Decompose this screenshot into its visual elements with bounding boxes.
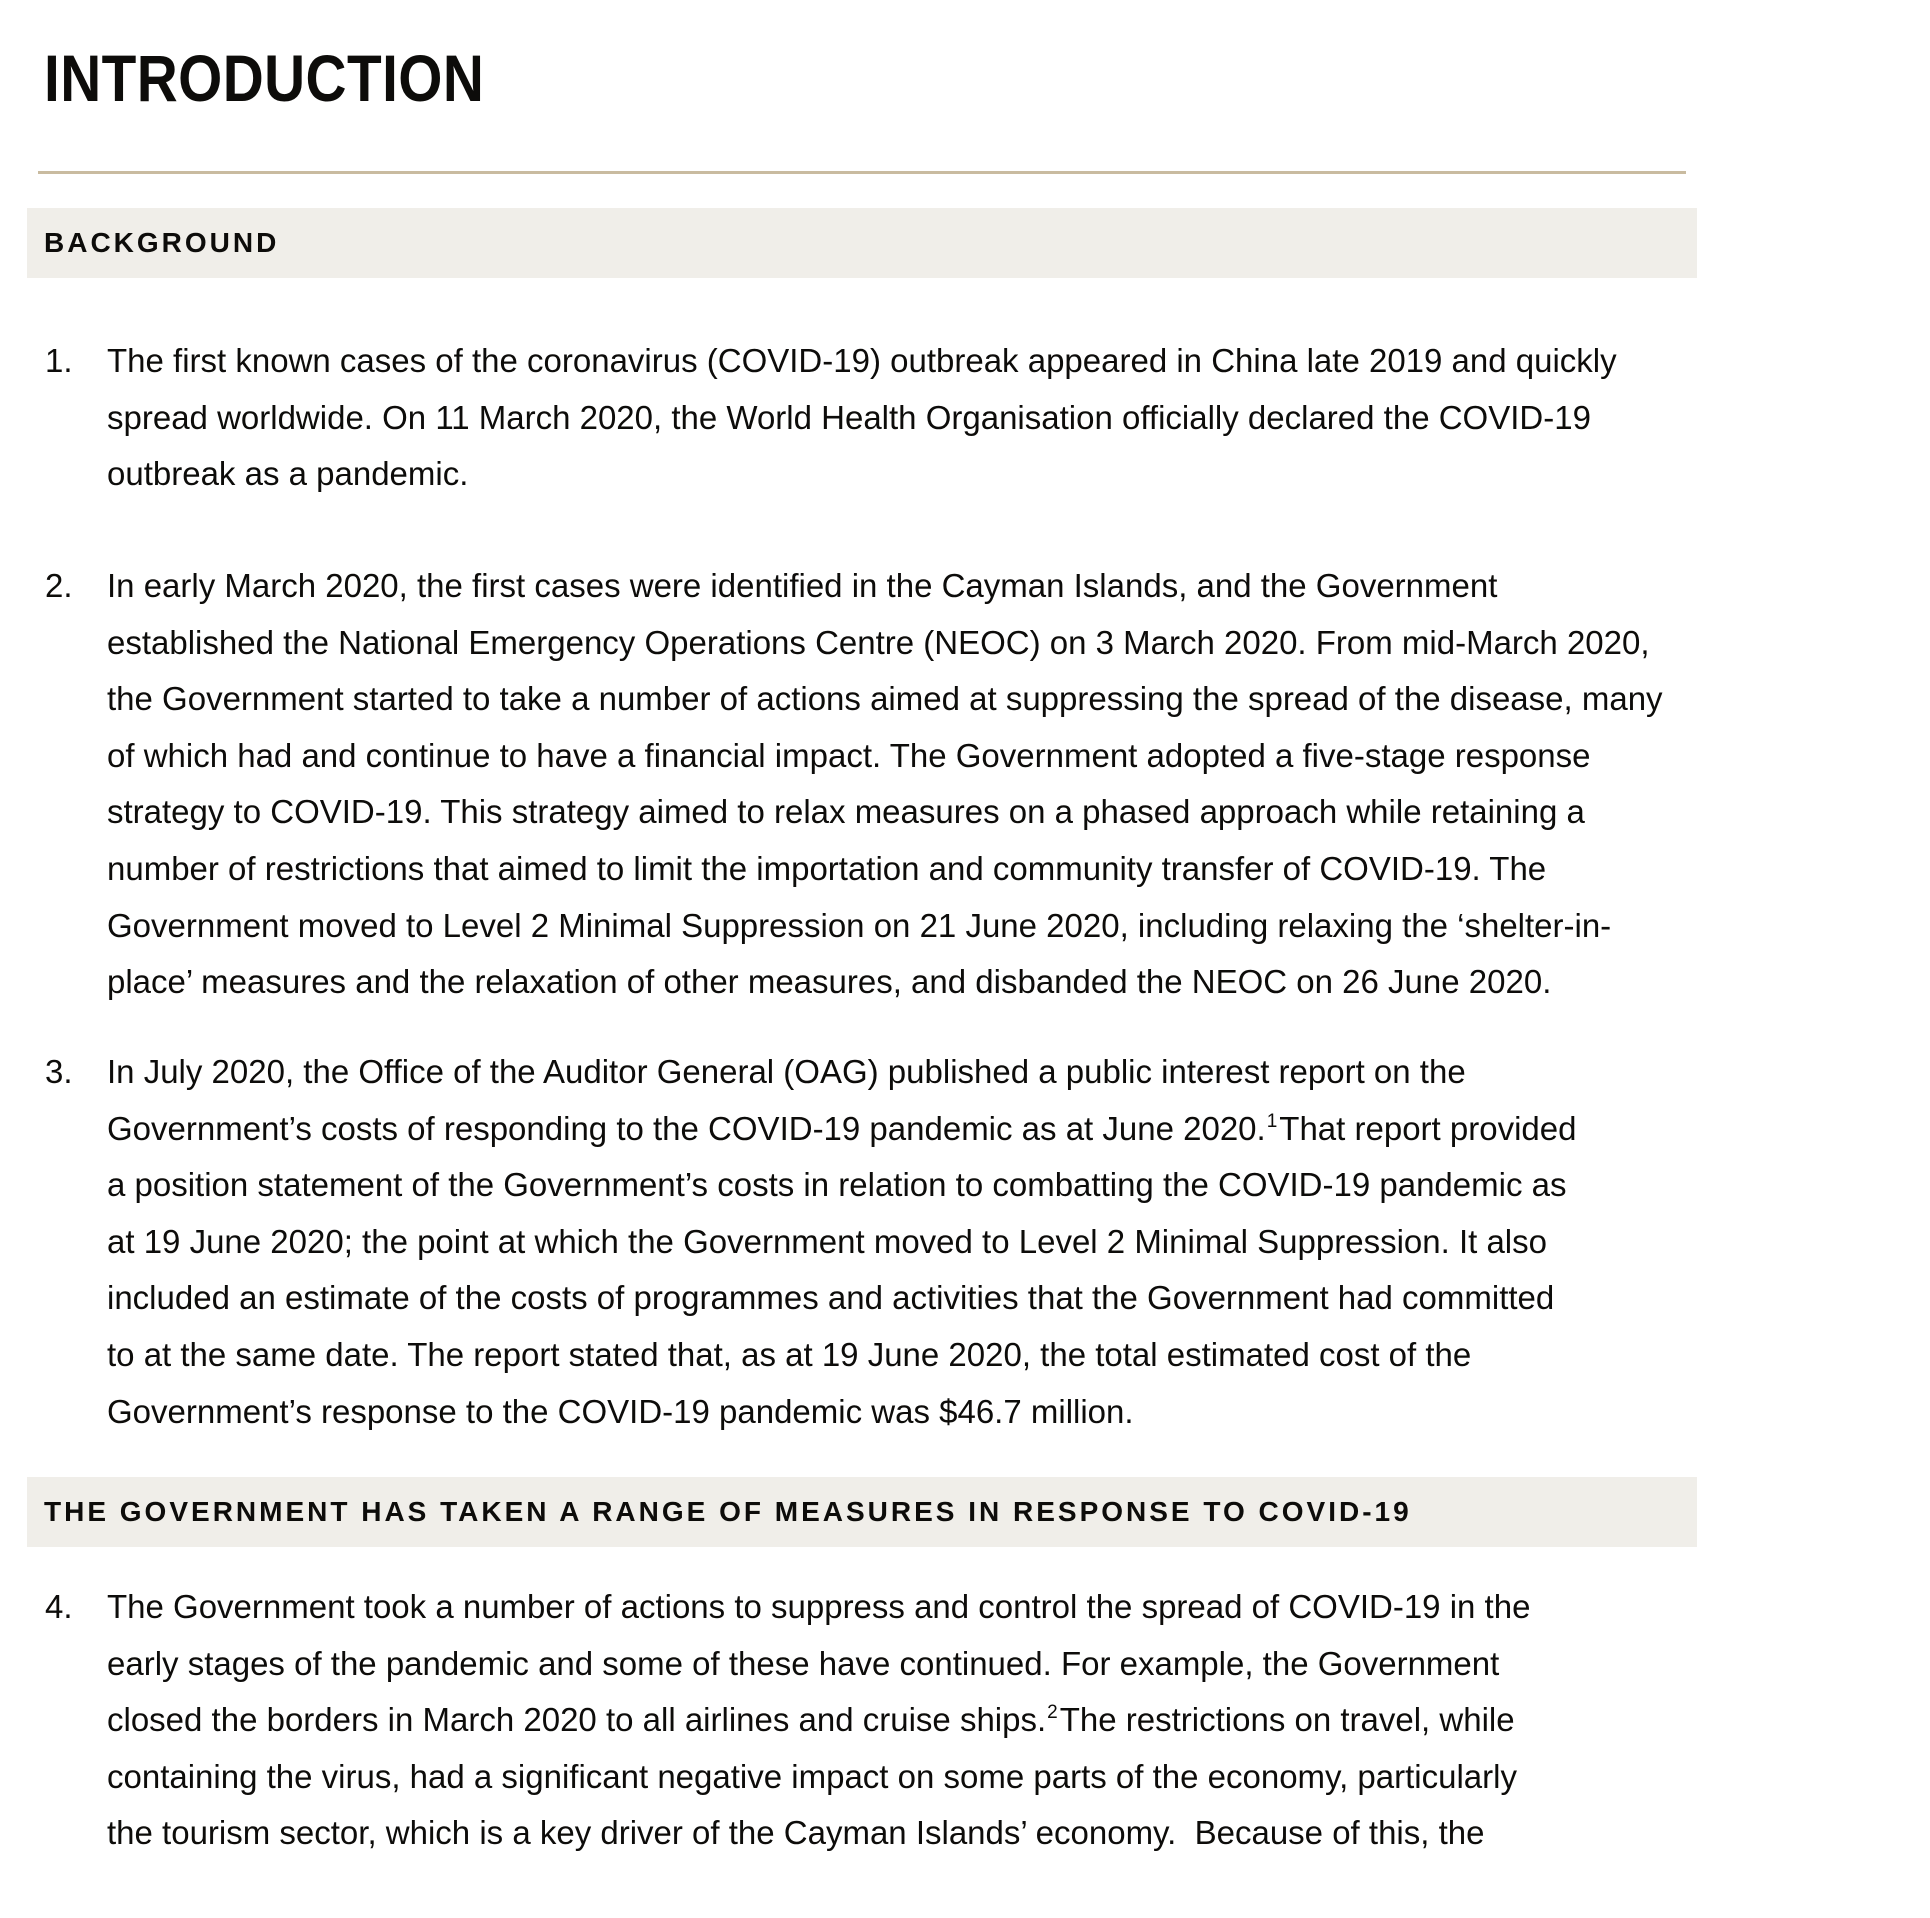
paragraph-line: In early March 2020, the first cases were identified in the Cayman Islands, and the Government: [107, 567, 1498, 604]
paragraph-line: the tourism sector, which is a key driver of the Cayman Islands’ economy. Because of this, the: [107, 1814, 1485, 1852]
line-text-after-footnote: The restrictions on travel, while: [1059, 1701, 1515, 1739]
footnote-marker-2[interactable]: 2: [1047, 1702, 1058, 1724]
line-text-after-footnote: That report provided: [1279, 1109, 1577, 1147]
paragraph-line: outbreak as a pandemic.: [107, 455, 469, 493]
section-heading-background: BACKGROUND: [44, 227, 280, 258]
paragraph-line: established the National Emergency Operations Centre (NEOC) on 3 March 2020. From mid-March 2020,: [107, 623, 1650, 661]
paragraph-line: the Government started to take a number of actions aimed at suppressing the spread of the disease, many: [107, 680, 1663, 718]
paragraph-line: included an estimate of the costs of programmes and activities that the Government had committed: [107, 1279, 1555, 1317]
paragraph-line: spread worldwide. On 11 March 2020, the World Health Organisation officially declared the COVID-19: [107, 398, 1591, 436]
paragraph-line: [107, 1692, 1530, 1749]
paragraph-line: The first known cases of the coronavirus (COVID-19) outbreak appeared in China late 2019 and quickly: [107, 342, 1617, 379]
paragraph-line: In July 2020, the Office of the Auditor General (OAG) published a public interest report on the: [107, 1053, 1466, 1090]
paragraph-body: [107, 1044, 1576, 1440]
line-text: closed the borders in March 2020 to all airlines and cruise ships.: [107, 1701, 1047, 1739]
paragraph-line: number of restrictions that aimed to limit the importation and community transfer of COVID-19. The: [107, 849, 1547, 887]
paragraph-line: Government moved to Level 2 Minimal Suppression on 21 June 2020, including relaxing the ‘shelter-in-: [107, 906, 1612, 944]
paragraph-body: [107, 558, 1663, 1011]
footnote-marker-1[interactable]: 1: [1266, 1110, 1278, 1132]
section-heading-band-background: [27, 208, 1697, 278]
paragraph-line: The Government took a number of actions to suppress and control the spread of COVID-19 in the: [107, 1588, 1531, 1625]
page-title: INTRODUCTION: [44, 41, 485, 115]
paragraph-line: to at the same date. The report stated that, as at 19 June 2020, the total estimated cost of the: [107, 1335, 1472, 1373]
line-text: Government’s costs of responding to the COVID-19 pandemic as at June 2020.: [107, 1109, 1266, 1147]
paragraph-line: early stages of the pandemic and some of these have continued. For example, the Government: [107, 1644, 1500, 1682]
paragraph-line: place’ measures and the relaxation of other measures, and disbanded the NEOC on 26 June 2020.: [107, 963, 1552, 1001]
section-heading-band-measures: [27, 1477, 1697, 1547]
paragraph-line: [107, 1101, 1576, 1158]
paragraph-line: strategy to COVID-19. This strategy aimed to relax measures on a phased approach while retaining a: [107, 793, 1585, 831]
paragraph-number: 1.: [45, 342, 73, 379]
paragraph-line: containing the virus, had a significant negative impact on some parts of the economy, particularly: [107, 1757, 1517, 1795]
paragraph-line: at 19 June 2020; the point at which the Government moved to Level 2 Minimal Suppression. It also: [107, 1222, 1547, 1260]
paragraph-line: a position statement of the Government’s costs in relation to combatting the COVID-19 pandemic as: [107, 1166, 1567, 1204]
paragraph-number: 4.: [45, 1588, 73, 1625]
paragraph-body: [107, 1579, 1530, 1862]
paragraph-number: 3.: [45, 1053, 73, 1090]
paragraph-number: 2.: [45, 567, 73, 604]
paragraph-body: [107, 333, 1617, 503]
title-divider: [38, 171, 1686, 174]
section-heading-measures: THE GOVERNMENT HAS TAKEN A RANGE OF MEASURES IN RESPONSE TO COVID-19: [44, 1496, 1412, 1527]
paragraph-line: of which had and continue to have a financial impact. The Government adopted a five-stage response: [107, 736, 1591, 774]
paragraph-line: Government’s response to the COVID-19 pandemic was $46.7 million.: [107, 1392, 1134, 1430]
